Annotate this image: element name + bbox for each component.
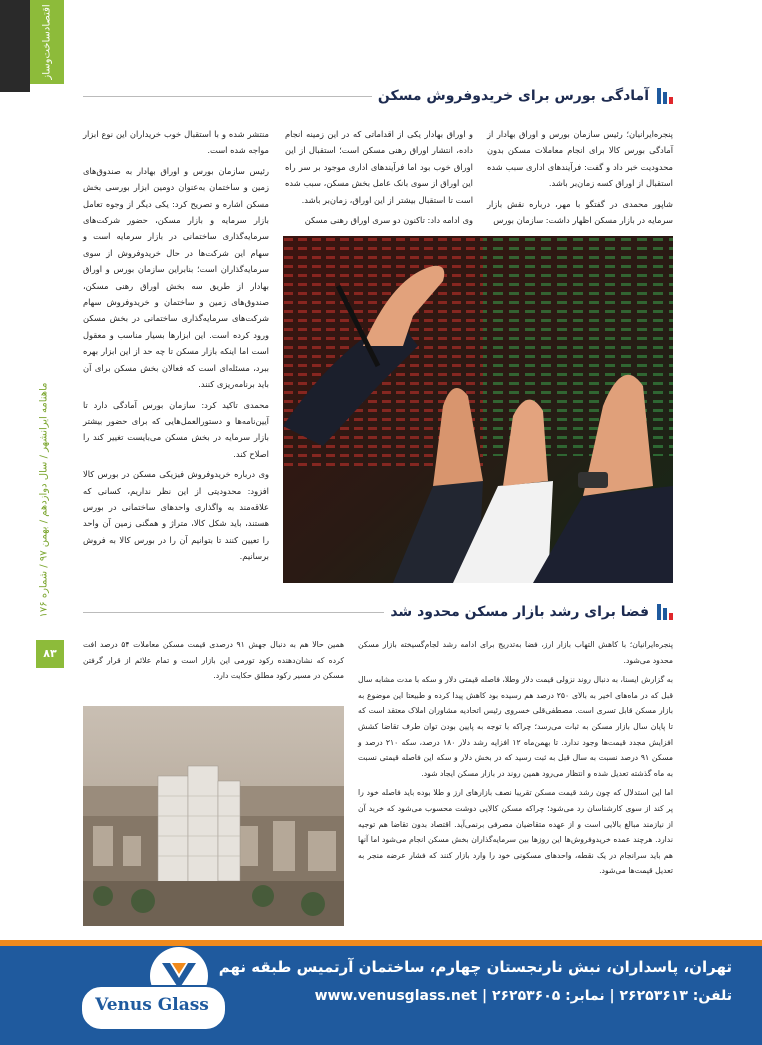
article1-column-right	[487, 126, 673, 232]
skyline-illustration	[83, 706, 344, 926]
bar-chart-icon	[655, 604, 673, 620]
magazine-issue-line	[32, 380, 56, 620]
article2-column-right	[358, 637, 673, 883]
article1-column-middle	[285, 126, 473, 232]
heading-rule	[83, 96, 372, 97]
heading-rule	[83, 612, 384, 613]
article2-title: فضا برای رشد بازار مسکن محدود شد	[390, 604, 649, 620]
stock-exchange-illustration	[283, 236, 673, 583]
article1-heading	[83, 88, 673, 104]
ad-address: تهران، پاسداران، نبش نارنجستان چهارم، ساختمان آرتمیس طبقه نهم	[218, 958, 732, 976]
article2-column-left	[83, 637, 344, 688]
paragraph: رئیس سازمان بورس و اوراق بهادار به صندوق‌های زمین و ساختمان به‌عنوان دومین ابزار بورسی بخش مسکن اشاره و تصریح کرد: یکی دیگر از وجوه تعامل بازار سرمایه و بازار مسکن، حضور شرکت‌های سرمایه‌گذاری ساختمانی در بازار سرمایه است و سهام این شرکت‌ها در حال خریدوفروش از سوی سرمایه‌گذاران است؛ بنابراین سازمان بورس و اوراق بهادار از طریق سه بخش اوراق رهنی مسکن، صندوق‌های زمین و ساختمان و خریدوفروش سهام شرکت‌های سرمایه‌گذاری ساختمانی در بخش مسکن ورود کرده است. این ابزارها بسیار مناسب و معقول است اما اینکه بازار مسکن تا چه حد از این ابزار بهره ببرد، مسئله‌ای است که فعالان بخش مسکن برای آن باید برنامه‌ریزی کنند.	[83, 165, 269, 390]
article1-column-left	[83, 126, 269, 569]
paragraph: وی درباره خریدوفروش فیزیکی مسکن در بورس کالا افزود: محدودیتی از این نظر نداریم، کسانی که علاقه‌مند به واگذاری واحدهای ساختمانی در بورس هستند، باید شکل کالا، متراژ و همگنی زمین آن واحد را تعیین کنند تا بتوانیم آن را در بورس کالا به فروش برسانیم.	[83, 469, 269, 562]
article2-heading	[83, 604, 673, 620]
article1-title: آمادگی بورس برای خریدوفروش مسکن	[377, 88, 649, 104]
city-skyline-photo	[83, 706, 344, 926]
paragraph: وی ادامه داد: تاکنون دو سری اوراق رهنی مسکن	[304, 215, 473, 226]
paragraph: اما این استدلال که چون رشد قیمت مسکن تقریبا نصف بازارهای ارز و طلا بوده باید فاصله خود را پر کند از سوی کارشناسان رد می‌شود؛ چراکه مسکن کالایی دوشت محسوب می‌شود که خرید آن از نیازمند مبالغ بالایی است و از عهده متقاضیان مصرفی برنمی‌آید. اقتصاد بدون تقاضا هم توجیه ندارد. هرچند عمده خریدوفروش‌ها این روزها بین سرمایه‌گذاران بخش مسکن انجام می‌شود اما آنها هم باید سرانجام در یک نقطه، واحدهای مسکونی خود را وارد بازار کنند که فشار عرضه منجر به تعدیل قیمت‌ها می‌شود.	[358, 788, 673, 876]
ad-contact[interactable]: www.venusglass.net | تلفن: ۲۶۲۵۳۶۱۳ | نمابر: ۲۶۲۵۳۶۰۵	[314, 988, 732, 1004]
paragraph: پنجره‌ایرانیان؛ با کاهش التهاب بازار ارز، فضا به‌تدریج برای ادامه رشد لجام‌گسیخته بازار مسکن محدود می‌شود.	[358, 640, 673, 665]
side-dark-tab	[0, 0, 30, 92]
paragraph: شاپور محمدی در گفتگو با مهر، درباره نقش بازار سرمایه در بازار مسکن اظهار داشت: سازمان بورس	[487, 198, 673, 226]
section-tab	[30, 0, 64, 84]
paragraph: پنجره‌ایرانیان؛ رئیس سازمان بورس و اوراق بهادار از آمادگی بورس کالا برای انجام معاملات مسکن بدون محدودیت خبر داد و گفت: فرآیندهای اداری سبب شده استقبال از اوراق کسه زمان‌بر باشد.	[487, 129, 673, 189]
bar-chart-icon	[655, 88, 673, 104]
side-margin	[0, 0, 30, 1045]
ad-accent-strip	[0, 940, 762, 946]
paragraph: و اوراق بهادار یکی از اقداماتی که در این زمینه انجام داده، انتشار اوراق رهنی مسکن است؛ استقبال از این اوراق خوب بود اما فرآیندهای اداری موجود بر سر راه این اوراق از سوی بانک عامل بخش مسکن، سبب شده است تا استقبال بیشتر از این اوراق، زمان‌بر باشد.	[285, 129, 473, 205]
paragraph: منتشر شده و با استقبال خوب خریداران این نوع ابزار مواجه شده است.	[83, 129, 269, 156]
paragraph: به گزارش ایسنا، به دنبال روند نزولی قیمت دلار وطلا، فاصله قیمتی دلار و سکه با مدت مشابه سال قبل که در ماه‌های اخیر به بالای ۲۵۰ درصد هم رسیده بود کاهش پیدا کرده و طبیعتا این موضوع به بازار مسکن قابل تسری است. مصطفی‌قلی خسروی رئیس اتحادیه مشاوران املاک معتقد است که تا پایان سال بازار مسکن به ثبات می‌رسد؛ چراکه با توجه به پایین بودن توان طرف تقاضا کشش افزایش مجدد قیمت‌ها وجود ندارد. تا بهمن‌ماه ۱۲ افزایه رشد دلار ۱۸۰ درصد، سکه ۲۱۰ درصد و مسکن ۹۱ درصد نسبت به سال قبل به ثبت رسید که در بخش دلار و سکه این فاصله قیمتی نسبت به ماه گذشته تعدیل شده و انتظار می‌رود همین روند در بازار مسکن ایجاد شود.	[358, 675, 673, 778]
section-tab-label: اقتصاد‌ساخت‌و‌ساز	[41, 4, 53, 80]
paragraph: محمدی تاکید کرد: سازمان بورس آمادگی دارد تا آیین‌نامه‌ها و دستورالعمل‌هایی که برای حضور بیشتر بازار سرمایه در بخش مسکن می‌بایست تغییر کند را اصلاح کند.	[83, 399, 269, 459]
stock-exchange-photo	[283, 236, 673, 583]
magazine-issue-text: ماهنامه ایرانشهر / سال دوازدهم / بهمن ۹۷ / شماره ۱۷۶	[38, 382, 50, 618]
page-number: ۸۳	[36, 640, 64, 668]
venus-glass-logo-text: Venus Glass	[95, 995, 209, 1015]
paragraph: همین حالا هم به دنبال جهش ۹۱ درصدی قیمت مسکن معاملات ۵۴ درصد افت کرده که نشان‌دهنده رکود تورمی این بازار است و تمام علائم از قرار گرفتن مسکن در مسیر رکود مطلق حکایت دارد.	[83, 640, 344, 681]
